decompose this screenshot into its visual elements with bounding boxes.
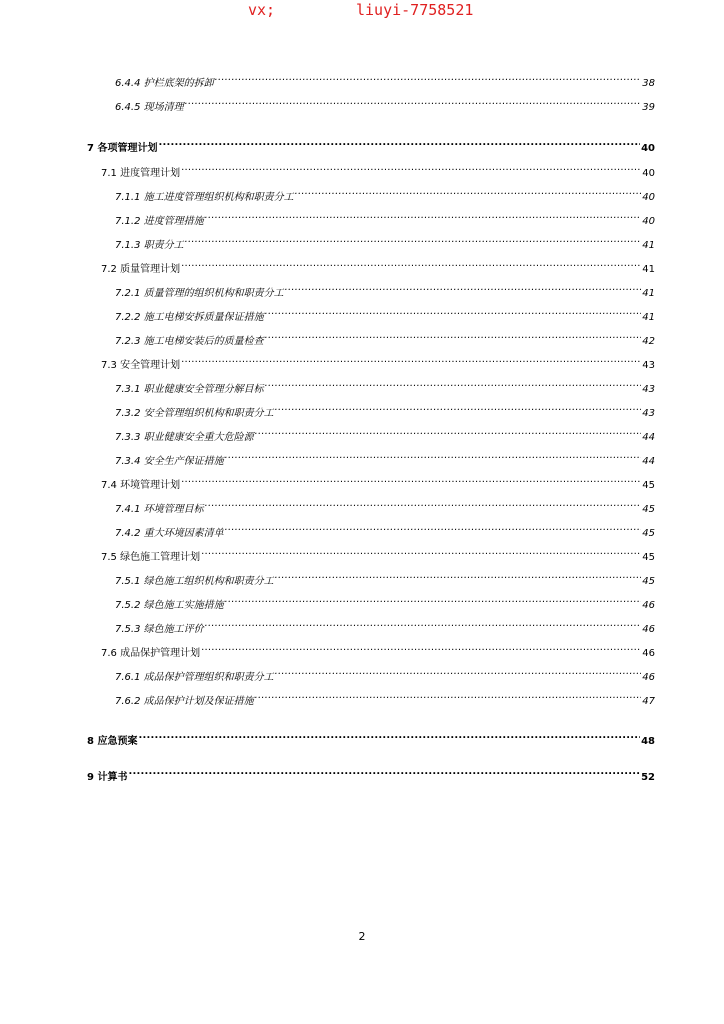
toc-leader-dots <box>205 496 642 512</box>
toc-entry[interactable] <box>87 764 655 783</box>
watermark <box>0 0 724 22</box>
toc-leader-dots <box>255 424 642 440</box>
toc-entry[interactable] <box>115 400 655 419</box>
toc-entry-title: 7.2.1 质量管理的组织机构和职责分工 <box>115 288 284 299</box>
toc-leader-dots <box>158 135 640 151</box>
toc-entry-title: 7.1.1 施工进度管理组织机构和职责分工 <box>115 192 294 203</box>
toc-entry[interactable] <box>115 208 655 227</box>
toc-entry-page: 44 <box>642 456 655 467</box>
toc-leader-dots <box>181 352 641 368</box>
toc-entry-page: 45 <box>642 552 655 563</box>
toc-entry-page: 43 <box>642 360 655 371</box>
toc-entry-page: 43 <box>642 408 655 419</box>
toc-entry-page: 48 <box>641 736 655 747</box>
toc-entry[interactable] <box>101 256 655 275</box>
toc-entry-title: 7.5 绿色施工管理计划 <box>101 552 201 563</box>
toc-entry[interactable] <box>115 664 655 683</box>
toc-entry-page: 40 <box>642 168 655 179</box>
toc-leader-dots <box>265 328 642 344</box>
toc-entry[interactable] <box>115 496 655 515</box>
toc-entry[interactable] <box>115 70 655 89</box>
toc-entry-title: 7.1.3 职责分工 <box>115 240 184 251</box>
toc-entry[interactable] <box>115 424 655 443</box>
toc-entry-page: 44 <box>642 432 655 443</box>
toc-leader-dots <box>255 688 642 704</box>
toc-leader-dots <box>128 764 640 780</box>
toc-entry-title: 7.4.2 重大环境因素清单 <box>115 528 224 539</box>
toc-entry-title: 7.4.1 环境管理目标 <box>115 504 204 515</box>
toc-entry-title: 7.3.3 职业健康安全重大危险源 <box>115 432 254 443</box>
toc-entry-title: 6.4.4 护栏底架的拆卸 <box>115 78 214 89</box>
toc-entry-page: 41 <box>642 288 655 299</box>
toc-entry-page: 45 <box>642 528 655 539</box>
toc-entry-page: 45 <box>642 504 655 515</box>
toc-entry-page: 45 <box>642 480 655 491</box>
toc-entry-title: 8 应急预案 <box>87 736 138 747</box>
toc-leader-dots <box>265 376 642 392</box>
toc-leader-dots <box>285 280 642 296</box>
watermark-right-text: liuyi-7758521 <box>356 1 474 19</box>
toc-entry-title: 7.2.2 施工电梯安拆质量保证措施 <box>115 312 264 323</box>
toc-entry-title: 7.1.2 进度管理措施 <box>115 216 204 227</box>
toc-leader-dots <box>205 208 642 224</box>
toc-entry[interactable] <box>115 304 655 323</box>
toc-leader-dots <box>215 70 642 86</box>
toc-entry-title: 7.2 质量管理计划 <box>101 264 181 275</box>
toc-leader-dots <box>181 472 641 488</box>
toc-entry[interactable] <box>115 280 655 299</box>
toc-entry-page: 47 <box>642 696 655 707</box>
toc-leader-dots <box>275 664 642 680</box>
toc-entry-page: 39 <box>642 102 655 113</box>
toc-entry[interactable] <box>115 184 655 203</box>
watermark-left-text: vx; <box>248 1 276 19</box>
toc-entry-title: 7.3 安全管理计划 <box>101 360 181 371</box>
toc-entry-title: 7.6.1 成品保护管理组织和职责分工 <box>115 672 274 683</box>
toc-leader-dots <box>205 616 642 632</box>
toc-entry-page: 45 <box>642 576 655 587</box>
toc-entry-title: 7.2.3 施工电梯安装后的质量检查 <box>115 336 264 347</box>
toc-leader-dots <box>275 400 642 416</box>
toc-entry[interactable] <box>115 688 655 707</box>
toc-leader-dots <box>138 728 640 744</box>
toc-entry-title: 7.1 进度管理计划 <box>101 168 181 179</box>
toc-entry[interactable] <box>115 616 655 635</box>
toc-entry-title: 7.3.4 安全生产保证措施 <box>115 456 224 467</box>
toc-leader-dots <box>181 160 641 176</box>
toc-entry-title: 7.3.2 安全管理组织机构和职责分工 <box>115 408 274 419</box>
toc-entry-title: 7.5.1 绿色施工组织机构和职责分工 <box>115 576 274 587</box>
toc-leader-dots <box>185 94 642 110</box>
toc-entry-page: 38 <box>642 78 655 89</box>
toc-entry-page: 46 <box>642 600 655 611</box>
toc-entry-page: 41 <box>642 312 655 323</box>
page-number: 2 <box>358 930 366 943</box>
toc-leader-dots <box>265 304 642 320</box>
toc-entry-title: 7.6.2 成品保护计划及保证措施 <box>115 696 254 707</box>
toc-entry-title: 7 各项管理计划 <box>87 143 158 154</box>
toc-entry[interactable] <box>115 592 655 611</box>
toc-entry-page: 46 <box>642 624 655 635</box>
toc-leader-dots <box>185 232 642 248</box>
toc-entry[interactable] <box>101 640 655 659</box>
toc-entry-page: 40 <box>642 192 655 203</box>
toc-leader-dots <box>225 520 642 536</box>
toc-leader-dots <box>225 448 642 464</box>
toc-entry[interactable] <box>87 728 655 747</box>
toc-entry[interactable] <box>101 352 655 371</box>
toc-entry-title: 6.4.5 现场清理 <box>115 102 184 113</box>
toc-entry[interactable] <box>115 328 655 347</box>
toc-entry[interactable] <box>101 544 655 563</box>
toc-entry[interactable] <box>115 448 655 467</box>
toc-entry-title: 7.5.2 绿色施工实施措施 <box>115 600 224 611</box>
toc-entry-page: 46 <box>642 672 655 683</box>
toc-entry[interactable] <box>101 160 655 179</box>
toc-entry-page: 40 <box>641 143 655 154</box>
toc-leader-dots <box>225 592 642 608</box>
toc-entry[interactable] <box>101 472 655 491</box>
toc-entry-page: 41 <box>642 240 655 251</box>
toc-leader-dots <box>201 544 641 560</box>
toc-entry-title: 7.5.3 绿色施工评价 <box>115 624 204 635</box>
toc-entry[interactable] <box>115 232 655 251</box>
toc-entry-title: 7.6 成品保护管理计划 <box>101 648 201 659</box>
toc-entry[interactable] <box>115 568 655 587</box>
toc-entry-title: 7.3.1 职业健康安全管理分解目标 <box>115 384 264 395</box>
toc-entry[interactable] <box>115 94 655 113</box>
toc-leader-dots <box>201 640 641 656</box>
toc-entry-page: 41 <box>642 264 655 275</box>
toc-entry-page: 42 <box>642 336 655 347</box>
toc-entry-title: 9 计算书 <box>87 772 128 783</box>
toc-entry-page: 43 <box>642 384 655 395</box>
toc-entry-page: 40 <box>642 216 655 227</box>
toc-leader-dots <box>275 568 642 584</box>
toc-leader-dots <box>181 256 641 272</box>
toc-entry-title: 7.4 环境管理计划 <box>101 480 181 491</box>
toc-entry-page: 52 <box>641 772 655 783</box>
toc-leader-dots <box>295 184 642 200</box>
toc-entry[interactable] <box>115 376 655 395</box>
toc-entry-page: 46 <box>642 648 655 659</box>
toc-entry[interactable] <box>87 135 655 154</box>
toc-entry[interactable] <box>115 520 655 539</box>
